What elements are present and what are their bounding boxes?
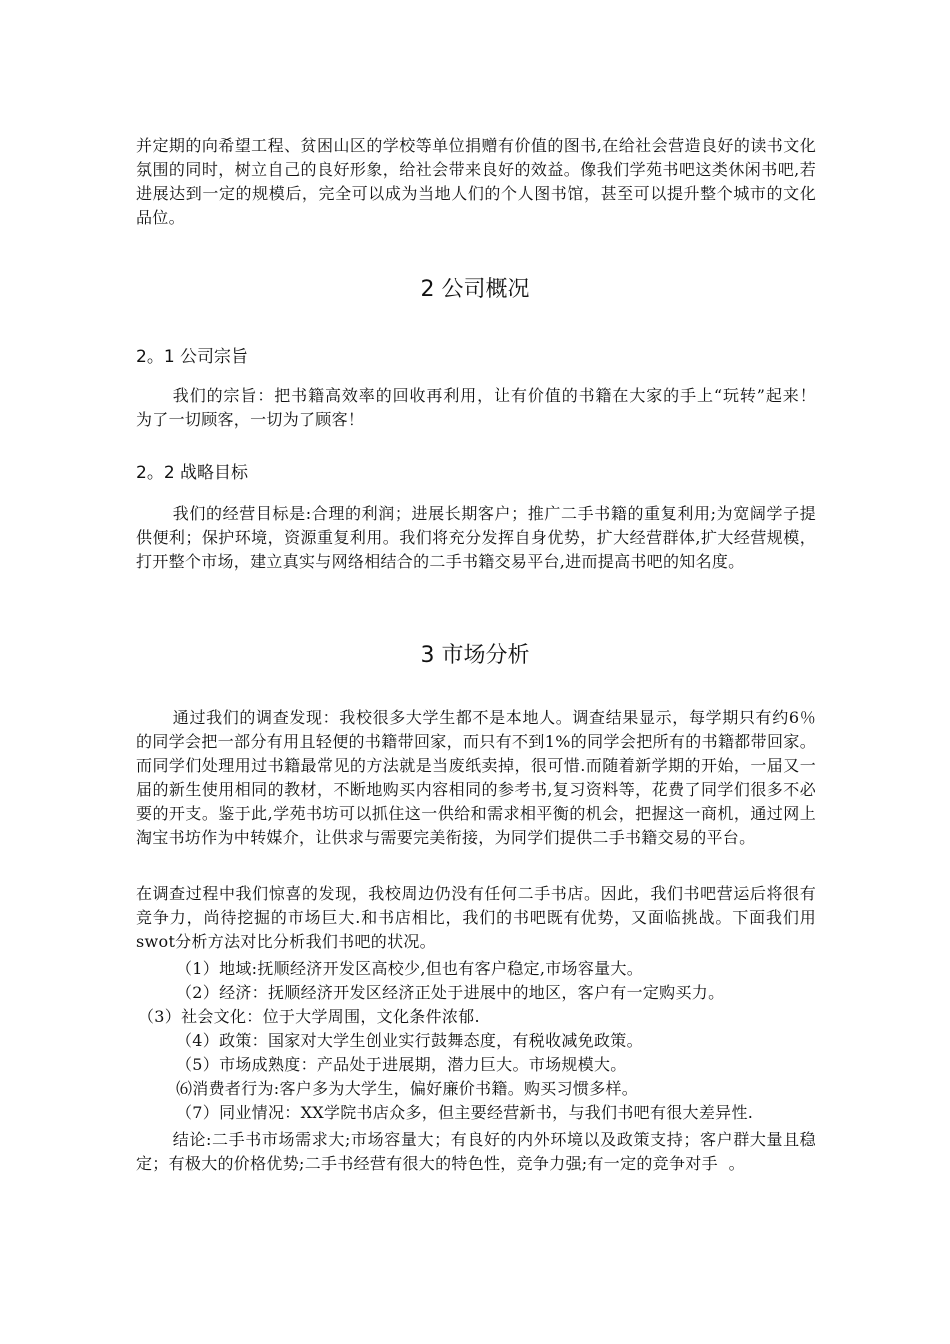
section-2-1-text: 我们的宗旨：把书籍高效率的回收再利用，让有价值的书籍在大家的手上“玩转”起来！ 为了一切顾客，一切为了顾客！: [136, 386, 827, 429]
section-2-2-heading: 2。2 战略目标: [136, 463, 249, 483]
swot-item-2: （2）经济：抚顺经济开发区经济正处于进展中的地区，客户有一定购买力。: [176, 983, 725, 1002]
swot-item-3: （3）社会文化：位于大学周围，文化条件浓郁.: [138, 1007, 480, 1026]
section-2-1-heading: 2。1 公司宗旨: [136, 347, 249, 367]
section-3-heading: 3 市场分析: [420, 643, 530, 668]
intro-paragraph: 并定期的向希望工程、贫困山区的学校等单位捐赠有价值的图书,在给社会营造良好的读书文化氛围的同时，树立自己的良好形象，给社会带来良好的效益。像我们学苑书吧这类休闲书吧,若进展达到一定的规模后，完全可以成为当地人们的个人图书馆，甚至可以提升整个城市的文化品位。: [136, 136, 816, 227]
swot-item-1: （1）地域:抚顺经济开发区高校少,但也有客户稳定,市场容量大。: [176, 959, 644, 978]
swot-item-6: ⑹消费者行为:客户多为大学生，偏好廉价书籍。购买习惯多样。: [176, 1079, 639, 1098]
swot-item-5: （5）市场成熟度：产品处于进展期，潜力巨大。市场规模大。: [176, 1055, 627, 1074]
section-2-heading: 2 公司概况: [420, 277, 530, 302]
section-2-2-text: 我们的经营目标是:合理的利润；进展长期客户；推广二手书籍的重复利用;为宽阔学子提供便利；保护环境，资源重复利用。我们将充分发挥自身优势，扩大经营群体,扩大经营规模，打开整个市场，建立真实与网络相结合的二手书籍交易平台,进而提高书吧的知名度。: [136, 504, 816, 571]
swot-item-4: （4）政策：国家对大学生创业实行鼓舞态度，有税收减免政策。: [176, 1031, 643, 1050]
conclusion-paragraph: 结论:二手书市场需求大;市场容量大；有良好的内外环境以及政策支持；客户群大量且稳定；有极大的价格优势;二手书经营有很大的特色性，竞争力强;有一定的竞争对手 。: [136, 1130, 816, 1173]
section-3-paragraph-1: 通过我们的调查发现：我校很多大学生都不是本地人。调查结果显示，每学期只有约6％的同学会把一部分有用且轻便的书籍带回家，而只有不到1%的同学会把所有的书籍都带回家。而同学们处理用过书籍最常见的方法就是当废纸卖掉，很可惜.而随着新学期的开始，一届又一届的新生使用相同的教材，不断地购买内容相同的参考书,复习资料等，花费了同学们很多不必要的开支。鉴于此,学苑书坊可以抓住这一供给和需求相平衡的机会，把握这一商机，通过网上淘宝书坊作为中转媒介，让供求与需要完美衔接，为同学们提供二手书籍交易的平台。: [136, 708, 816, 847]
section-3-paragraph-2: 在调查过程中我们惊喜的发现，我校周边仍没有任何二手书店。因此，我们书吧营运后将很有竞争力，尚待挖掘的市场巨大.和书店相比，我们的书吧既有优势，又面临挑战。下面我们用swot分析方法对比分析我们书吧的状况。: [136, 884, 816, 951]
swot-item-7: （7）同业情况：XX学院书店众多，但主要经营新书，与我们书吧有很大差异性.: [176, 1103, 754, 1122]
